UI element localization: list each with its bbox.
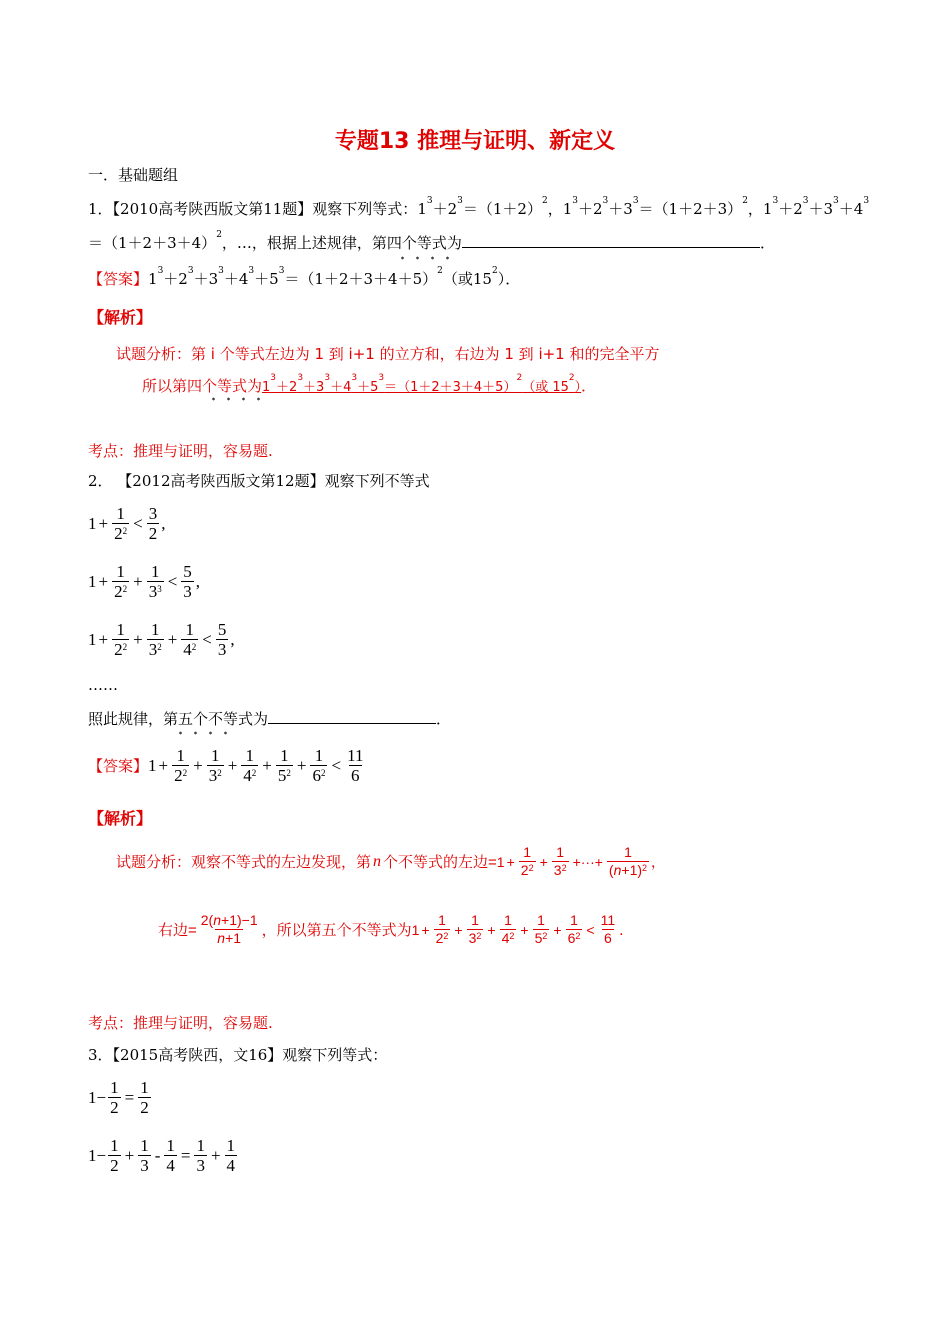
q2-analysis-line2: 右边= $\frac{2(n+1)-1}{n+1}$ ，所以第五个不等式为 1 + $\frac{1}{2^2}$ + $\frac{1}{3^2}$ + $\frac{1}{4^2}$ + $\frac{1}{5^2}$ + $\frac{1}{6^2}$ < $\frac{11}{6}$ ． (158, 912, 634, 946)
answer-tail: （或15 (442, 270, 492, 288)
q2-analysis-text: 试题分析：观察不等式的左边发现，第 (116, 854, 372, 871)
q3-eq-1: 1− $\frac{1}{2}$ = $\frac{1}{2}$ (88, 1078, 149, 1117)
q1-analysis-line1: 试题分析：第 i 个等式左边为 1 到 i+1 的立方和，右边为 1 到 i+1 和的完全平方 (116, 345, 660, 363)
answer-tag: 【答案】 (88, 757, 149, 775)
answer-blank (268, 723, 436, 724)
q2-rule: 照此规律，第五个不等式为 ． (88, 710, 452, 728)
answer-end: ）． (497, 270, 521, 288)
analysis-tag: 【解析】 (88, 308, 153, 327)
q1-line2a: ＝（1＋2＋3＋4） (88, 234, 217, 252)
q2-ineq-1: 1 + $\frac{1}{2^2}$ < $\frac{3}{2}$ , (88, 504, 166, 543)
q3-eq-2: 1− $\frac{1}{2}$ + $\frac{1}{3}$ - $\frac{1}{4}$ = $\frac{1}{3}$ + $\frac{1}{4}$ (88, 1136, 236, 1175)
q2-kaodian: 考点：推理与证明，容易题. (88, 1014, 273, 1032)
q2-analysis-line1: 试题分析：观察不等式的左边发现，第 n 个不等式的左边= 1 + $\frac{1}{2^2}$ + $\frac{1}{3^2}$ +···+ $\frac{1}{(n+1)^2}$ ， (116, 844, 666, 878)
q3-heading: 3．【2015高考陕西，文16】观察下列等式： (88, 1046, 388, 1064)
q2-analysis-n: n (373, 852, 382, 870)
q2-ellipsis: …… (88, 676, 118, 694)
q1-answer: 【答案】$1^3+2^3+3^3+4^3+5^3=(1+2+3+4+5)^2$（或$15^2$）． (88, 266, 521, 288)
section-heading: 一．基础题组 (88, 166, 179, 184)
q2-analysis-right: 右边= (158, 922, 197, 939)
q1-line1: 1．【2010高考陕西版文第11题】观察下列等式：$1^3+2^3=(1+2)^2$，$1^3+2^3+3^3=(1+2+3)^2$，$1^3+2^3+3^3+4^3$ (88, 196, 870, 218)
page-title: 专题13 推理与证明、新定义 (334, 129, 616, 154)
emphasis-dots (173, 731, 233, 735)
q2-analysis-so: ，所以第五个不等式为 (261, 922, 412, 939)
q1-line2b: ，…，根据上述规律，第四个等式为 (221, 234, 462, 252)
q1-analysis-prefix: 所以第四个等式为 (142, 377, 263, 395)
q1-kaodian: 考点：推理与证明，容易题. (88, 442, 273, 460)
q2-ineq-2: 1 + $\frac{1}{2^2}$ + $\frac{1}{3^3}$ < $\frac{5}{3}$ , (88, 562, 201, 601)
emphasis-dots (395, 256, 455, 260)
q2-analysis-text-b: 个不等式的左边= (383, 854, 497, 871)
emphasis-dots (206, 397, 266, 401)
analysis-tag: 【解析】 (88, 809, 153, 828)
q1-line2: $=(1+2+3+4)^2$，…，根据上述规律，第四个等式为 ． (88, 230, 775, 252)
q1-analysis-line2: 所以第四个等式为$1^3+2^3+3^3+4^3+5^3=(1+2+3+4+5)^2$（或 $15^2$）． (142, 373, 597, 395)
q2-heading: 2． 【2012高考陕西版文第12题】观察下列不等式 (88, 472, 430, 490)
answer-blank (462, 247, 760, 248)
q2-answer: 【答案】 1 + $\frac{1}{2^2}$ + $\frac{1}{3^2}$ + $\frac{1}{4^2}$ + $\frac{1}{5^2}$ + $\frac{1}{6^2}$ < $\frac{11}{6}$ (88, 746, 364, 785)
q1-prefix: 1．【2010高考陕西版文第11题】观察下列等式： (88, 200, 418, 218)
q2-ineq-3: 1 + $\frac{1}{2^2}$ + $\frac{1}{3^2}$ + $\frac{1}{4^2}$ < $\frac{5}{3}$ , (88, 620, 235, 659)
q2-rule-text: 照此规律，第五个不等式为 (88, 710, 269, 728)
answer-tag: 【答案】 (88, 270, 149, 288)
